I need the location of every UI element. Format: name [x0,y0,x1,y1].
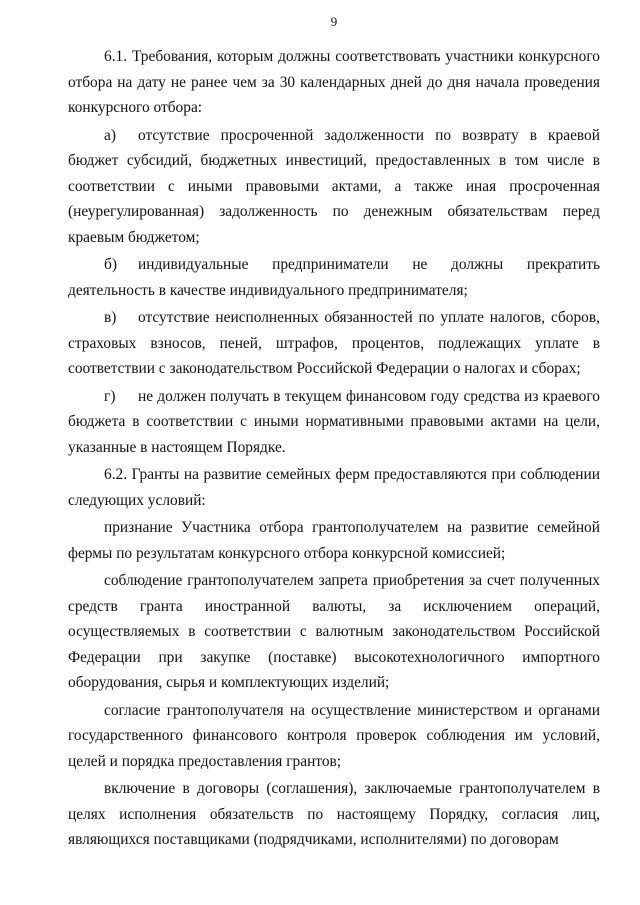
condition-contract-inclusion [68,776,600,853]
list-marker: а) [104,126,116,144]
list-item-v [68,305,600,382]
paragraph-6-2 [68,462,600,513]
condition-audit-consent [68,698,600,775]
condition-currency-ban [68,568,600,696]
page-number: 9 [330,14,338,29]
list-item-g [68,384,600,461]
list-item-b [68,252,600,303]
list-item-a [68,123,600,251]
paragraph-text: индивидуальные предприниматели не должны прекратить деятельность в качестве индивидуального предпринимателя; [68,256,600,299]
paragraph-text: отсутствие неисполненных обязанностей по уплате налогов, сборов, страховых взносов, пеней, штрафов, процентов, подлежащих уплате в соответствии с законодательством Российской Федерации о налогах и сборах; [68,309,600,377]
paragraph-text: включение в договоры (соглашения), заключаемые грантополучателем в целях исполнения обязательств по настоящему Порядку, согласия лиц, являющихся поставщиками (подрядчиками, исполнителями) по договорам [68,780,600,848]
paragraph-text: признание Участника отбора грантополучателем на развитие семейной фермы по результатам конкурсного отбора конкурсной комиссией; [68,519,600,562]
paragraph-text: соблюдение грантополучателем запрета приобретения за счет полученных средств гранта иностранной валюты, за исключением операций, осуществляемых в соответствии с валютным законодательством Российской Федерации при закупке (поставке) высокотехнологичного импортного оборудования, сырья и комплектующих изделий; [68,572,600,691]
paragraph-text: 6.1. Требования, которым должны соответствовать участники конкурсного отбора на дату не ранее чем за 30 календарных дней до дня начала проведения конкурсного отбора: [68,48,600,116]
document-page [68,14,600,894]
list-marker: в) [104,309,117,326]
paragraph-text: 6.2. Гранты на развитие семейных ферм предоставляются при соблюдении следующих условий: [68,466,600,509]
paragraph-text: отсутствие просроченной задолженности по возврату в краевой бюджет субсидий, бюджетных инвестиций, предоставленных в том числе в соответствии с иными правовыми актами, а также иная просроченная (неурегулированная) задолженность по денежным обязательствам перед краевым бюджетом; [68,126,600,246]
list-marker: г) [104,387,116,405]
condition-recognition [68,515,600,566]
paragraph-6-1 [68,44,600,121]
list-marker: б) [104,256,117,273]
paragraph-text: согласие грантополучателя на осуществление министерством и органами государственного финансового контроля проверок соблюдения им условий, целей и порядка предоставления грантов; [68,701,600,770]
paragraph-text: не должен получать в текущем финансовом году средства из краевого бюджета в соответствии с иными нормативными правовыми актами на цели, указанные в настоящем Порядке. [68,387,600,456]
